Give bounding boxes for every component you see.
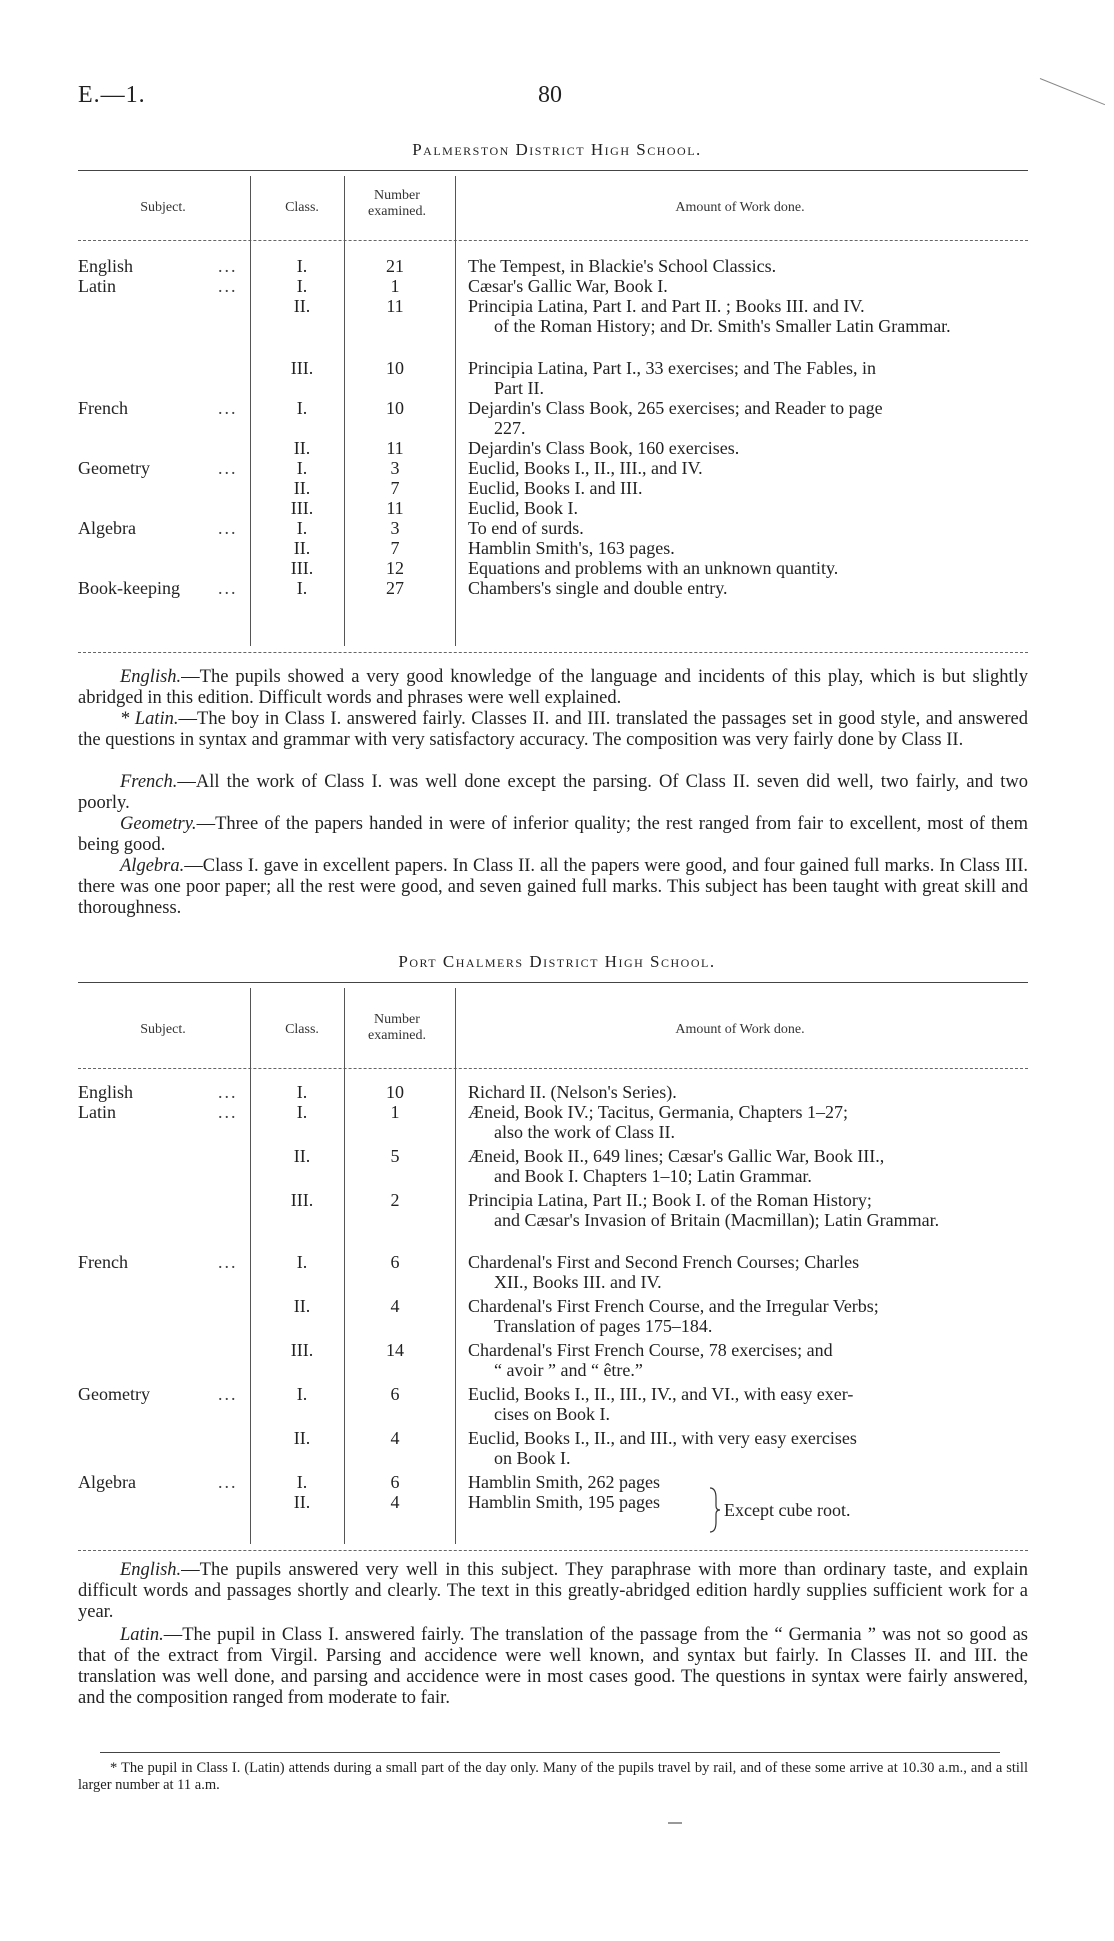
row-subject: English — [78, 1082, 134, 1102]
row-work-done — [468, 538, 1028, 558]
row-subject: French — [78, 398, 128, 418]
row-class: II. — [293, 538, 311, 558]
row-work-text: Euclid, Books I. and III. — [468, 478, 643, 498]
row-work-continuation: and Cæsar's Invasion of Britain (Macmillan); Latin Grammar. — [494, 1210, 940, 1230]
row-class: I. — [296, 1472, 308, 1492]
row-work-text: Dejardin's Class Book, 265 exercises; and Reader to page — [468, 398, 883, 418]
row-number-examined: 12 — [386, 558, 404, 578]
row-class: II. — [293, 1146, 311, 1166]
remark-label: Latin. — [120, 1625, 164, 1645]
remark-text: —Class I. gave in excellent papers. In Class II. all the papers were good, and four gained full marks. In Class III. there was one poor paper; all the rest were good, and seven gained full marks. This subject has been taught with great skill and thoroughness. — [78, 856, 1028, 918]
remark-text: —All the work of Class I. was well done except the parsing. Of Class II. seven did well, two fairly, and two poorly. — [78, 772, 1028, 813]
row-work-done — [468, 1296, 1028, 1336]
row-work-done — [468, 1252, 1028, 1292]
row-number-examined: 3 — [390, 518, 400, 538]
row-class: I. — [296, 1384, 308, 1404]
row-leader-dots: ... — [218, 1472, 238, 1492]
row-number-examined: 2 — [390, 1190, 400, 1210]
row-number-examined: 11 — [386, 498, 404, 518]
row-number-examined: 6 — [390, 1472, 400, 1492]
row-work-done — [468, 296, 1028, 336]
row-work-text: Chambers's single and double entry. — [468, 578, 728, 598]
scan-mark — [1040, 78, 1105, 105]
row-class: I. — [296, 256, 308, 276]
row-subject: French — [78, 1252, 128, 1272]
row-work-continuation: Part II. — [494, 378, 544, 398]
row-class: III. — [290, 1190, 314, 1210]
row-subject: English — [78, 256, 134, 276]
row-leader-dots: ... — [218, 1082, 238, 1102]
row-number-examined: 7 — [390, 478, 400, 498]
row-number-examined: 3 — [390, 458, 400, 478]
port-chalmers-header-rule — [78, 1068, 1028, 1069]
port-chalmers-remark — [78, 1625, 1028, 1709]
row-work-text: Chardenal's First and Second French Courses; Charles — [468, 1252, 860, 1272]
palmerston-remark — [78, 814, 1028, 856]
row-number-examined: 7 — [390, 538, 400, 558]
row-work-done — [468, 558, 1028, 578]
row-subject: Latin — [78, 1102, 116, 1122]
row-leader-dots: ... — [218, 518, 238, 538]
remark-text: —The pupils showed a very good knowledge of the language and incidents of this play, which is but slightly abridged in this edition. Difficult words and phrases were well explained. — [78, 667, 1028, 708]
row-work-done — [468, 1190, 1028, 1230]
row-leader-dots: ... — [218, 578, 238, 598]
row-work-text: Euclid, Books I., II., III., and IV. — [468, 458, 703, 478]
row-class: I. — [296, 1102, 308, 1122]
row-work-done — [468, 1428, 1028, 1468]
remark-label: Algebra. — [120, 856, 185, 876]
row-class: I. — [296, 518, 308, 538]
row-subject: Latin — [78, 276, 116, 296]
row-number-examined: 11 — [386, 296, 404, 316]
row-work-continuation: of the Roman History; and Dr. Smith's Smaller Latin Grammar. — [494, 316, 951, 336]
row-leader-dots: ... — [218, 458, 238, 478]
row-class: III. — [290, 1340, 314, 1360]
row-number-examined: 4 — [390, 1428, 400, 1448]
row-work-done — [468, 358, 1028, 398]
remark-text: —Three of the papers handed in were of inferior quality; the rest ranged from fair to excellent, most of them being good. — [78, 814, 1028, 855]
row-leader-dots: ... — [218, 1252, 238, 1272]
port-chalmers-header-number: Number examined. — [368, 1012, 426, 1043]
row-work-continuation: and Book I. Chapters 1–10; Latin Grammar. — [494, 1166, 812, 1186]
row-work-text: The Tempest, in Blackie's School Classics. — [468, 256, 777, 276]
row-leader-dots: ... — [218, 1102, 238, 1122]
row-leader-dots: ... — [218, 276, 238, 296]
row-work-text: Dejardin's Class Book, 160 exercises. — [468, 438, 740, 458]
remark-text: —The pupils answered very well in this subject. They paraphrase with more than ordinary taste, and explain difficult words and passages shortly and clearly. The text in this greatly-abridged edition hardly supplies sufficient work for a year. — [78, 1560, 1028, 1622]
row-class: I. — [296, 1082, 308, 1102]
port-chalmers-remark — [78, 1560, 1028, 1623]
row-class: I. — [296, 578, 308, 598]
row-number-examined: 11 — [386, 438, 404, 458]
palmerston-top-rule — [78, 170, 1028, 171]
row-number-examined: 4 — [390, 1492, 400, 1512]
port-chalmers-header-subject: Subject. — [140, 1022, 186, 1037]
row-work-done — [468, 458, 1028, 478]
row-work-text: Hamblin Smith, 195 pages — [468, 1492, 660, 1512]
row-work-done — [468, 438, 1028, 458]
row-leader-dots: ... — [218, 256, 238, 276]
port-chalmers-col-divider — [250, 988, 251, 1544]
row-work-text: Chardenal's First French Course, and the Irregular Verbs; — [468, 1296, 879, 1316]
remark-label: Geometry. — [120, 814, 197, 834]
port-chalmers-col-divider — [455, 988, 456, 1544]
row-work-done — [468, 1472, 1028, 1492]
palmerston-caption: Palmerston District High School. — [412, 140, 702, 159]
row-work-text: Æneid, Book II., 649 lines; Cæsar's Gallic War, Book III., — [468, 1146, 885, 1166]
row-work-continuation: on Book I. — [494, 1448, 571, 1468]
row-work-continuation: Translation of pages 175–184. — [494, 1316, 713, 1336]
row-work-continuation: also the work of Class II. — [494, 1122, 675, 1142]
port-chalmers-bottom-rule — [78, 1550, 1028, 1551]
row-class: II. — [293, 438, 311, 458]
row-number-examined: 14 — [386, 1340, 404, 1360]
row-subject: Algebra — [78, 518, 136, 538]
algebra-brace — [708, 1486, 722, 1534]
row-subject: Geometry — [78, 458, 150, 478]
remark-text: —The pupil in Class I. answered fairly. The translation of the passage from the “ Germania ” was not so good as that of the extract from Virgil. Parsing and accidence were well known, and syntax but fairly. In Classes II. and III. the translation was well done, and parsing and accidence were in most cases good. The questions in syntax were fairly answered, and the composition ranged from moderate to fair. — [78, 1625, 1028, 1708]
row-class: I. — [296, 276, 308, 296]
row-class: II. — [293, 1428, 311, 1448]
row-work-done — [468, 398, 1028, 438]
port-chalmers-header-class: Class. — [285, 1022, 319, 1037]
row-work-text: Principia Latina, Part I., 33 exercises; and The Fables, in — [468, 358, 877, 378]
row-number-examined: 27 — [386, 578, 404, 598]
palmerston-bottom-rule — [78, 652, 1028, 653]
row-work-done — [468, 276, 1028, 296]
row-number-examined: 1 — [390, 1102, 400, 1122]
row-work-done — [468, 478, 1028, 498]
palmerston-header-subject: Subject. — [140, 200, 186, 215]
row-work-done — [468, 1102, 1028, 1142]
row-work-text: Principia Latina, Part II.; Book I. of the Roman History; — [468, 1190, 872, 1210]
port-chalmers-header-work: Amount of Work done. — [675, 1022, 805, 1037]
remark-label: English. — [120, 1560, 182, 1580]
row-class: II. — [293, 1492, 311, 1512]
row-work-text: Hamblin Smith's, 163 pages. — [468, 538, 675, 558]
row-number-examined: 6 — [390, 1252, 400, 1272]
row-number-examined: 4 — [390, 1296, 400, 1316]
palmerston-remark — [78, 709, 1028, 751]
row-work-done — [468, 1340, 1028, 1380]
row-number-examined: 10 — [386, 398, 404, 418]
row-class: III. — [290, 498, 314, 518]
port-chalmers-caption: Port Chalmers District High School. — [398, 952, 716, 971]
row-class: I. — [296, 1252, 308, 1272]
remark-label: English. — [120, 667, 182, 687]
palmerston-header-work: Amount of Work done. — [675, 200, 805, 215]
print-smudge — [668, 1822, 682, 1824]
port-chalmers-top-rule — [78, 982, 1028, 983]
row-class: I. — [296, 398, 308, 418]
algebra-bracket-note: Except cube root. — [724, 1500, 851, 1520]
row-work-continuation: 227. — [494, 418, 526, 438]
row-work-done — [468, 498, 1028, 518]
palmerston-header-class: Class. — [285, 200, 319, 215]
row-leader-dots: ... — [218, 1384, 238, 1404]
row-number-examined: 10 — [386, 1082, 404, 1102]
row-subject: Book-keeping — [78, 578, 180, 598]
row-work-text: Cæsar's Gallic War, Book I. — [468, 276, 668, 296]
row-leader-dots: ... — [218, 398, 238, 418]
row-work-text: Chardenal's First French Course, 78 exercises; and — [468, 1340, 833, 1360]
row-subject: Algebra — [78, 1472, 136, 1492]
page-number: 80 — [538, 82, 562, 108]
palmerston-col-divider — [250, 176, 251, 646]
row-number-examined: 10 — [386, 358, 404, 378]
row-class: III. — [290, 558, 314, 578]
row-subject: Geometry — [78, 1384, 150, 1404]
remark-text: —The boy in Class I. answered fairly. Classes II. and III. translated the passages set in good style, and answered the questions in syntax and grammar with very satisfactory accuracy. The composition was very fairly done by Class II. — [78, 709, 1028, 750]
palmerston-remark — [78, 856, 1028, 919]
row-work-done — [468, 1146, 1028, 1186]
row-work-done — [468, 578, 1028, 598]
row-work-text: Euclid, Book I. — [468, 498, 578, 518]
row-number-examined: 21 — [386, 256, 404, 276]
palmerston-remark — [78, 772, 1028, 814]
row-class: II. — [293, 1296, 311, 1316]
row-work-text: Hamblin Smith, 262 pages — [468, 1472, 660, 1492]
row-work-done — [468, 256, 1028, 276]
report-reference: E.—1. — [78, 82, 146, 108]
row-work-continuation: XII., Books III. and IV. — [494, 1272, 662, 1292]
row-class: I. — [296, 458, 308, 478]
row-work-continuation: cises on Book I. — [494, 1404, 610, 1424]
row-work-text: Euclid, Books I., II., III., IV., and VI., with easy exer- — [468, 1384, 854, 1404]
palmerston-header-rule — [78, 240, 1028, 241]
palmerston-remark — [78, 667, 1028, 709]
footnote: * The pupil in Class I. (Latin) attends during a small part of the day only. Many of the pupils travel by rail, and of these some arrive at 10.30 a.m., and a still larger number at 11 a.m. — [78, 1760, 1028, 1793]
row-number-examined: 1 — [390, 276, 400, 296]
remark-label: French. — [120, 772, 178, 792]
row-work-continuation: “ avoir ” and “ être.” — [494, 1360, 643, 1380]
row-class: II. — [293, 296, 311, 316]
row-class: II. — [293, 478, 311, 498]
row-work-text: Richard II. (Nelson's Series). — [468, 1082, 677, 1102]
row-work-text: Equations and problems with an unknown quantity. — [468, 558, 839, 578]
row-class: III. — [290, 358, 314, 378]
row-number-examined: 5 — [390, 1146, 400, 1166]
row-work-done — [468, 1082, 1028, 1102]
palmerston-header-number: Number examined. — [368, 188, 426, 219]
row-work-done — [468, 518, 1028, 538]
row-work-text: Euclid, Books I., II., and III., with very easy exercises — [468, 1428, 857, 1448]
row-number-examined: 6 — [390, 1384, 400, 1404]
palmerston-col-divider — [455, 176, 456, 646]
row-work-text: Æneid, Book IV.; Tacitus, Germania, Chapters 1–27; — [468, 1102, 849, 1122]
footnote-rule — [100, 1752, 1000, 1753]
row-work-text: Principia Latina, Part I. and Part II. ; Books III. and IV. — [468, 296, 865, 316]
row-work-done — [468, 1384, 1028, 1424]
row-work-text: To end of surds. — [468, 518, 584, 538]
remark-label: * Latin. — [120, 709, 179, 729]
